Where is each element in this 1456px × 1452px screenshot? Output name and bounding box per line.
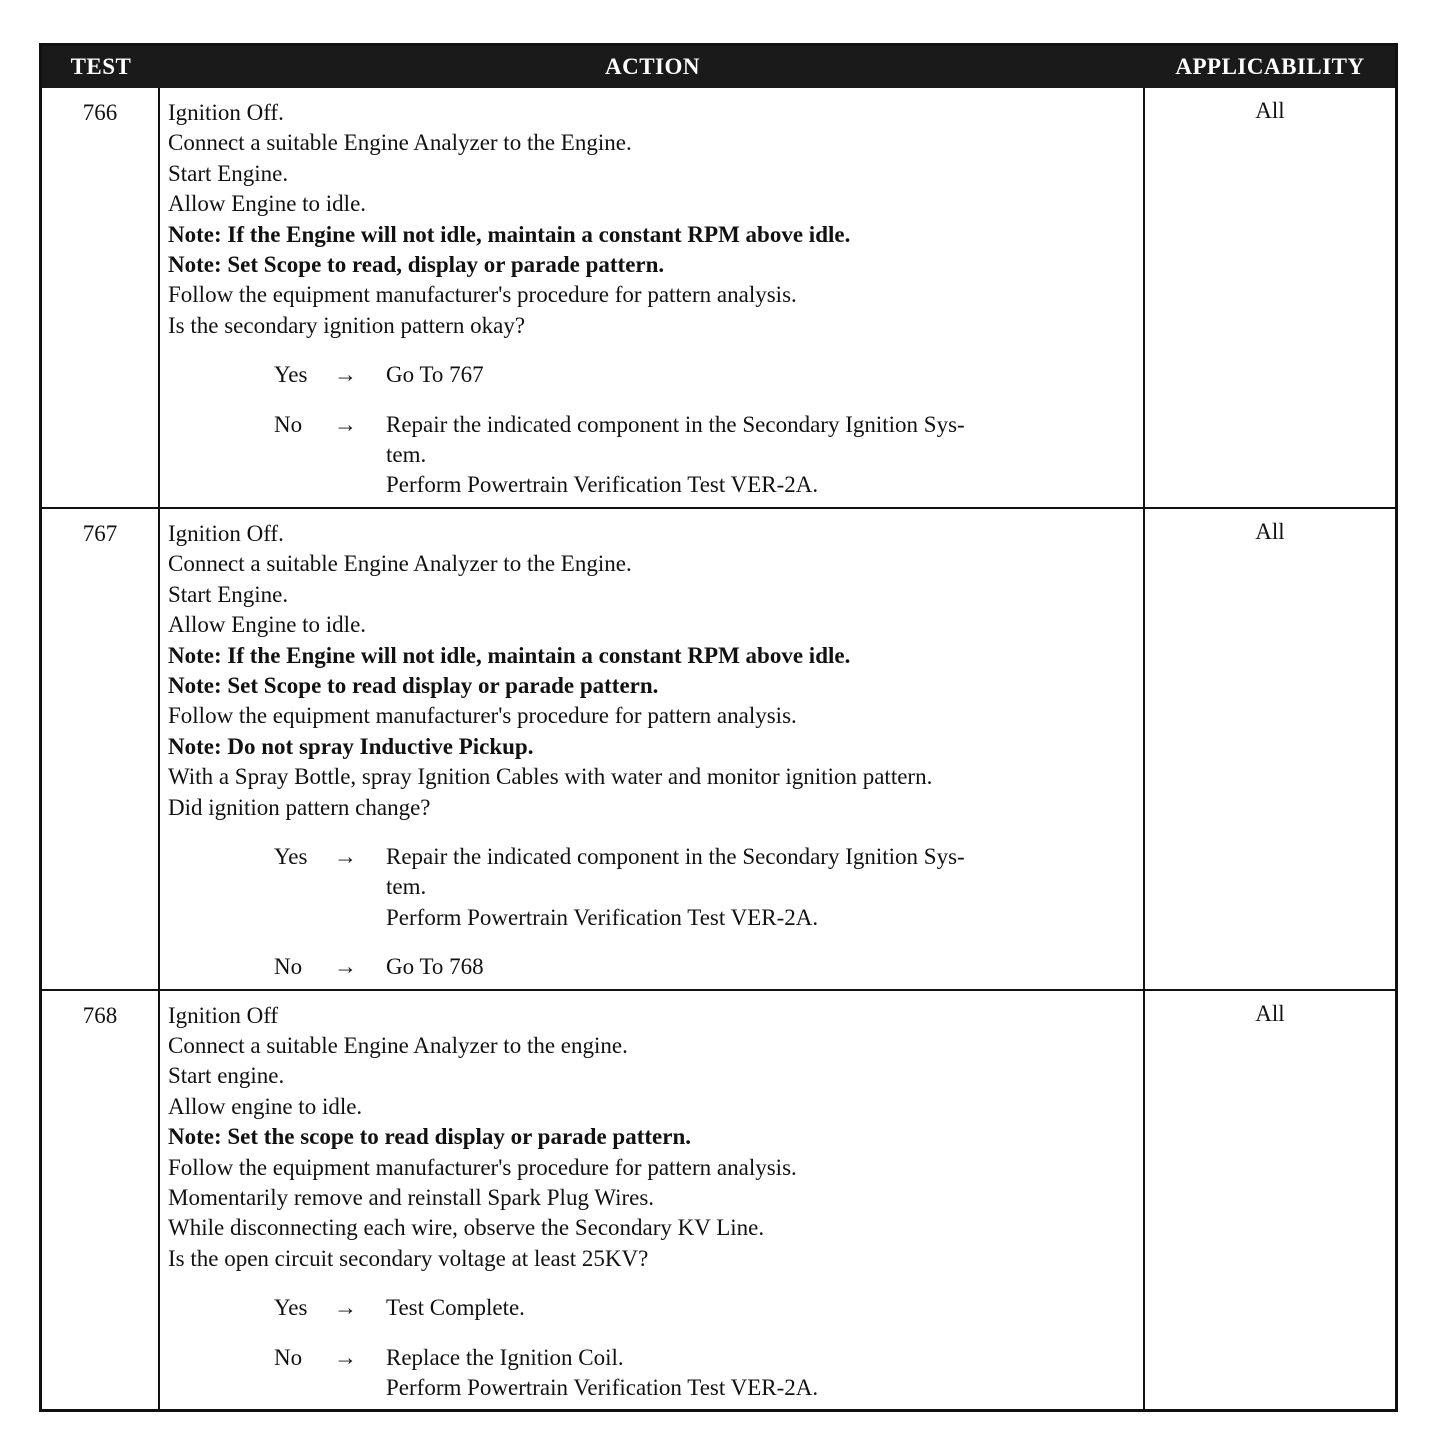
- answer-result-line: Perform Powertrain Verification Test VER-2A.: [386, 1375, 819, 1401]
- instruction-line: Allow Engine to idle.: [168, 191, 367, 217]
- instruction-line: Allow engine to idle.: [168, 1093, 363, 1119]
- instruction-line: Connect a suitable Engine Analyzer to the engine.: [168, 1032, 628, 1058]
- answer-result: [386, 952, 1135, 982]
- answer-label: No: [274, 954, 303, 980]
- header-applicability: APPLICABILITY: [1175, 54, 1365, 79]
- answer-yes: [168, 360, 1135, 390]
- answer-label: Yes: [274, 843, 308, 869]
- table-body: [42, 88, 1395, 1409]
- arrow-right-icon: →: [334, 954, 357, 980]
- instruction-line: Follow the equipment manufacturer's procedure for pattern analysis.: [168, 282, 797, 308]
- answer-yes: [168, 1293, 1135, 1323]
- note-line: Note: Do not spray Inductive Pickup.: [168, 733, 534, 759]
- table-row: [42, 88, 1395, 507]
- diagnostic-test-table: [39, 43, 1398, 1412]
- instruction-line: Start Engine.: [168, 581, 289, 607]
- answer-result-line: Perform Powertrain Verification Test VER-2A.: [386, 472, 819, 498]
- header-action: ACTION: [604, 54, 700, 79]
- answer-result: [386, 410, 1135, 501]
- answer-label: No: [274, 1344, 303, 1370]
- answer-result-line: Replace the Ignition Coil.: [386, 1344, 624, 1370]
- answer-no: [168, 1343, 1135, 1404]
- test-number: 766: [42, 88, 160, 507]
- instruction-line: Allow Engine to idle.: [168, 612, 367, 638]
- answer-result: [386, 1343, 1135, 1404]
- answer-label: Yes: [274, 362, 308, 388]
- instruction-line: Start Engine.: [168, 160, 289, 186]
- arrow-right-icon: →: [334, 1295, 357, 1321]
- arrow-right-icon: →: [334, 843, 357, 869]
- answer-result-line: Go To 767: [386, 362, 484, 388]
- answer-result-line: Repair the indicated component in the Secondary Ignition Sys-: [386, 411, 965, 437]
- answer-label: Yes: [274, 1295, 308, 1321]
- note-line: Note: If the Engine will not idle, maintain a constant RPM above idle.: [168, 642, 851, 668]
- instruction-line: Is the secondary ignition pattern okay?: [168, 312, 526, 338]
- note-line: Note: If the Engine will not idle, maintain a constant RPM above idle.: [168, 221, 851, 247]
- header-test: TEST: [70, 54, 132, 79]
- action-cell: [160, 509, 1145, 989]
- answer-yes: [168, 842, 1135, 933]
- instruction-line: Connect a suitable Engine Analyzer to the Engine.: [168, 130, 632, 156]
- test-number: 767: [42, 509, 160, 989]
- action-cell: [160, 88, 1145, 507]
- note-line: Note: Set Scope to read display or parade pattern.: [168, 672, 659, 698]
- answer-result-line: tem.: [386, 874, 427, 900]
- note-line: Note: Set Scope to read, display or parade pattern.: [168, 252, 665, 278]
- arrow-right-icon: →: [334, 1344, 357, 1370]
- instruction-line: Ignition Off.: [168, 520, 284, 546]
- instruction-line: With a Spray Bottle, spray Ignition Cables with water and monitor ignition pattern.: [168, 764, 933, 790]
- table-row: [42, 989, 1395, 1410]
- answer-result-line: Test Complete.: [386, 1295, 525, 1321]
- answer-no: [168, 410, 1135, 501]
- instruction-line: Connect a suitable Engine Analyzer to the Engine.: [168, 551, 632, 577]
- instruction-line: Start engine.: [168, 1063, 285, 1089]
- note-line: Note: Set the scope to read display or parade pattern.: [168, 1124, 691, 1150]
- instruction-line: Is the open circuit secondary voltage at least 25KV?: [168, 1245, 649, 1271]
- answer-result: [386, 842, 1135, 933]
- instruction-line: Did ignition pattern change?: [168, 794, 431, 820]
- answer-no: [168, 952, 1135, 982]
- answer-result: [386, 1293, 1135, 1323]
- instruction-line: While disconnecting each wire, observe the Secondary KV Line.: [168, 1215, 765, 1241]
- instruction-line: Ignition Off.: [168, 100, 284, 125]
- answer-result-line: tem.: [386, 442, 427, 468]
- applicability-cell: All: [1255, 1000, 1285, 1026]
- table-header: [42, 46, 1395, 88]
- applicability-cell: All: [1255, 98, 1285, 123]
- answer-result: [386, 360, 1135, 390]
- arrow-right-icon: →: [334, 362, 357, 388]
- answer-result-line: Repair the indicated component in the Secondary Ignition Sys-: [386, 843, 965, 869]
- instruction-line: Ignition Off: [168, 1002, 279, 1028]
- answer-result-line: Go To 768: [386, 954, 484, 980]
- test-number: 768: [42, 991, 160, 1410]
- applicability-cell: All: [1255, 518, 1285, 544]
- instruction-line: Follow the equipment manufacturer's procedure for pattern analysis.: [168, 703, 797, 729]
- instruction-line: Follow the equipment manufacturer's procedure for pattern analysis.: [168, 1154, 797, 1180]
- action-cell: [160, 991, 1145, 1410]
- answer-label: No: [274, 411, 303, 437]
- arrow-right-icon: →: [334, 411, 357, 437]
- answer-result-line: Perform Powertrain Verification Test VER-2A.: [386, 904, 819, 930]
- table-row: [42, 507, 1395, 989]
- instruction-line: Momentarily remove and reinstall Spark Plug Wires.: [168, 1185, 655, 1210]
